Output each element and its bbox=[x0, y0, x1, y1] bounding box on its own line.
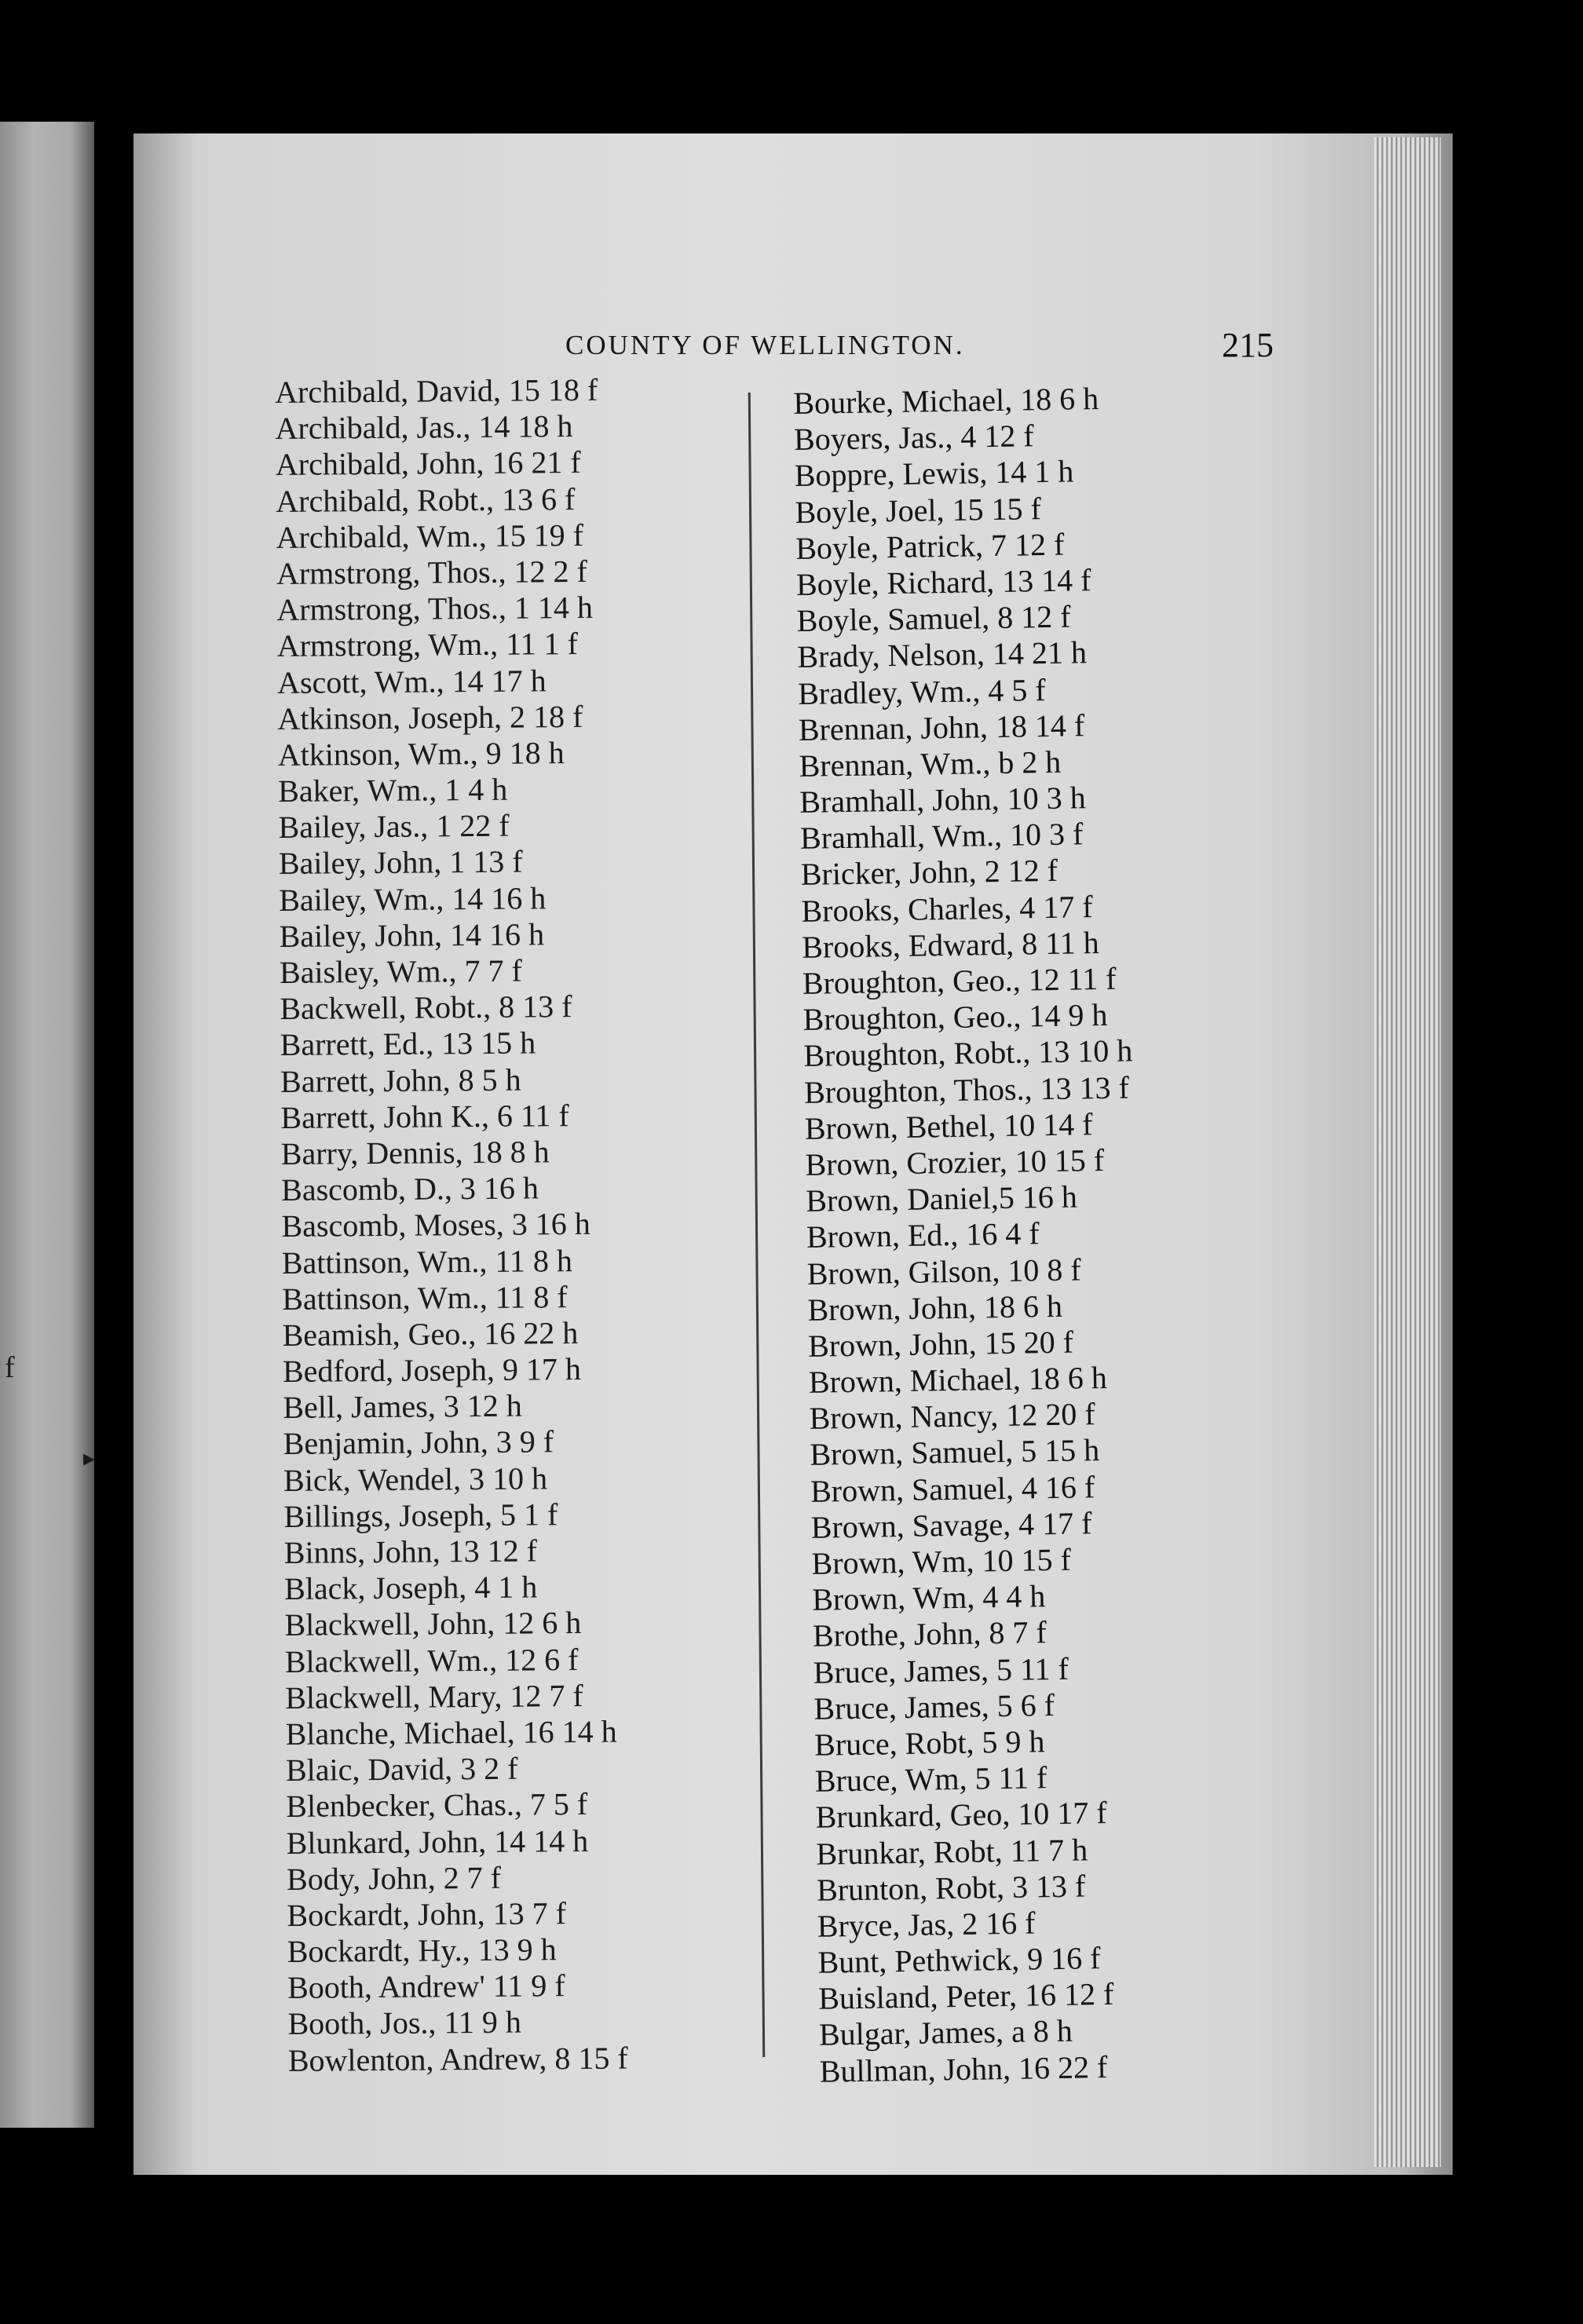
directory-entry: Bick, Wendel, 3 10 h bbox=[283, 1460, 548, 1498]
directory-entry: Brunton, Robt, 3 13 f bbox=[816, 1868, 1086, 1908]
page-header bbox=[0, 326, 1583, 377]
directory-entry: Brown, Samuel, 5 15 h bbox=[810, 1432, 1100, 1473]
directory-entry: Brooks, Edward, 8 11 h bbox=[801, 924, 1100, 965]
directory-entry: Atkinson, Joseph, 2 18 f bbox=[277, 698, 583, 736]
directory-entry: Brennan, John, 18 14 f bbox=[798, 707, 1085, 747]
directory-entry: Bryce, Jas, 2 16 f bbox=[817, 1905, 1036, 1944]
directory-entry: Boyle, Joel, 15 15 f bbox=[795, 490, 1042, 530]
directory-entry: Brown, Gilson, 10 8 f bbox=[806, 1251, 1081, 1292]
directory-entry: Brown, Nancy, 12 20 f bbox=[809, 1396, 1095, 1437]
directory-entry: Blackwell, Mary, 12 7 f bbox=[285, 1677, 583, 1716]
previous-page-edge bbox=[0, 122, 94, 2128]
directory-entry: Brown, Bethel, 10 14 f bbox=[804, 1105, 1093, 1146]
directory-entry: Binns, John, 13 12 f bbox=[283, 1533, 538, 1570]
directory-entry: Bunt, Pethwick, 9 16 f bbox=[817, 1940, 1101, 1980]
directory-entry: Buisland, Peter, 16 12 f bbox=[817, 1976, 1114, 2016]
directory-entry: Bricker, John, 2 12 f bbox=[800, 853, 1058, 893]
previous-page-fragment: ▸ bbox=[83, 1445, 96, 1471]
directory-entry: Broughton, Robt., 13 10 h bbox=[803, 1032, 1133, 1074]
directory-entry: Atkinson, Wm., 9 18 h bbox=[277, 734, 565, 773]
directory-entry: Broughton, Geo., 12 11 f bbox=[802, 960, 1117, 1001]
directory-entry: Blaic, David, 3 2 f bbox=[285, 1750, 518, 1789]
directory-entry: Brown, Wm, 10 15 f bbox=[811, 1541, 1072, 1581]
directory-entry: Brown, Ed., 16 4 f bbox=[806, 1215, 1040, 1255]
directory-entry: Bramhall, Wm., 10 3 f bbox=[799, 816, 1084, 857]
directory-entry: Bockardt, John, 13 7 f bbox=[287, 1895, 567, 1933]
directory-entry: Archibald, Jas., 14 18 h bbox=[275, 408, 573, 447]
directory-entry: Bradley, Wm., 4 5 f bbox=[797, 671, 1046, 711]
directory-entry: Brady, Nelson, 14 21 h bbox=[797, 634, 1088, 675]
directory-entry: Bascomb, Moses, 3 16 h bbox=[281, 1206, 591, 1244]
directory-entry: Barrett, Ed., 13 15 h bbox=[280, 1025, 536, 1063]
directory-entry: Brothe, John, 8 7 f bbox=[812, 1614, 1047, 1654]
directory-entry: Blunkard, John, 14 14 h bbox=[286, 1822, 589, 1861]
page-number: 215 bbox=[1222, 326, 1274, 364]
directory-entry: Ascott, Wm., 14 17 h bbox=[276, 662, 547, 700]
directory-entry: Blackwell, John, 12 6 h bbox=[284, 1605, 582, 1643]
directory-entry: Bruce, James, 5 11 f bbox=[813, 1650, 1069, 1690]
directory-entry: Archibald, John, 16 21 f bbox=[275, 444, 581, 483]
directory-entry: Brown, Samuel, 4 16 f bbox=[810, 1468, 1095, 1509]
page-stack-edges bbox=[1374, 137, 1441, 2167]
directory-entry: Brown, Wm, 4 4 h bbox=[811, 1578, 1046, 1617]
left-column bbox=[275, 372, 628, 2079]
directory-entry: Boppre, Lewis, 14 1 h bbox=[794, 453, 1074, 494]
directory-entry: Brunkard, Geo, 10 17 f bbox=[815, 1795, 1108, 1836]
directory-entry: Blackwell, Wm., 12 6 f bbox=[284, 1641, 579, 1679]
directory-entry: Broughton, Geo., 14 9 h bbox=[802, 996, 1108, 1038]
directory-entry: Barry, Dennis, 18 8 h bbox=[280, 1134, 550, 1171]
directory-entry: Bowlenton, Andrew, 8 15 f bbox=[287, 2040, 628, 2078]
directory-entry: Bruce, Robt, 5 9 h bbox=[813, 1723, 1045, 1763]
directory-entry: Bullman, John, 16 22 f bbox=[819, 2048, 1108, 2089]
directory-entry: Bruce, James, 5 6 f bbox=[813, 1686, 1055, 1727]
directory-entry: Bailey, Jas., 1 22 f bbox=[278, 807, 510, 846]
directory-entry: Bramhall, John, 10 3 h bbox=[799, 780, 1087, 820]
directory-entry: Billings, Joseph, 5 1 f bbox=[283, 1496, 558, 1534]
directory-entry: Bailey, Wm., 14 16 h bbox=[279, 879, 547, 918]
directory-entry: Brown, Daniel,5 16 h bbox=[805, 1178, 1078, 1219]
directory-entry: Baisley, Wm., 7 7 f bbox=[279, 952, 523, 990]
directory-entry: Boyle, Samuel, 8 12 f bbox=[796, 598, 1071, 639]
previous-page-fragment: f bbox=[5, 1351, 15, 1384]
directory-entry: Bulgar, James, a 8 h bbox=[818, 2013, 1073, 2053]
directory-entry: Brunkar, Robt, 11 7 h bbox=[816, 1831, 1088, 1872]
directory-entry: Brennan, Wm., b 2 h bbox=[799, 744, 1062, 784]
directory-entry: Brown, Michael, 18 6 h bbox=[808, 1359, 1108, 1400]
directory-entry: Boyle, Patrick, 7 12 f bbox=[795, 526, 1065, 566]
directory-entry: Archibald, Robt., 13 6 f bbox=[276, 481, 576, 519]
directory-entry: Barrett, John K., 6 11 f bbox=[280, 1097, 569, 1135]
directory-entry: Body, John, 2 7 f bbox=[286, 1859, 502, 1897]
directory-entry: Armstrong, Thos., 12 2 f bbox=[276, 553, 588, 591]
directory-entry: Bedford, Joseph, 9 17 h bbox=[282, 1351, 582, 1390]
directory-entry: Brooks, Charles, 4 17 f bbox=[801, 888, 1093, 929]
directory-entry: Archibald, David, 15 18 f bbox=[275, 371, 598, 410]
directory-entry: Armstrong, Wm., 11 1 f bbox=[276, 626, 579, 664]
directory-entry: Beamish, Geo., 16 22 h bbox=[282, 1314, 579, 1353]
directory-entry: Barrett, John, 8 5 h bbox=[280, 1062, 521, 1099]
directory-entry: Bascomb, D., 3 16 h bbox=[280, 1170, 539, 1208]
directory-entry: Brown, Savage, 4 17 f bbox=[810, 1505, 1092, 1545]
directory-entry: Archibald, Wm., 15 19 f bbox=[276, 517, 584, 555]
right-column bbox=[793, 380, 1149, 2089]
directory-entry: Benjamin, John, 3 9 f bbox=[283, 1423, 554, 1462]
directory-entry: Blanche, Michael, 16 14 h bbox=[285, 1713, 617, 1752]
directory-entry: Broughton, Thos., 13 13 f bbox=[803, 1069, 1130, 1110]
directory-entry: Backwell, Robt., 8 13 f bbox=[280, 988, 572, 1027]
directory-entry: Battinson, Wm., 11 8 f bbox=[282, 1278, 568, 1317]
directory-entry: Booth, Andrew' 11 9 f bbox=[287, 1968, 565, 2006]
running-head: COUNTY OF WELLINGTON. bbox=[565, 330, 965, 360]
directory-entry: Brown, Crozier, 10 15 f bbox=[805, 1142, 1105, 1182]
directory-entry: Brown, John, 18 6 h bbox=[807, 1288, 1063, 1328]
directory-entry: Black, Joseph, 4 1 h bbox=[283, 1569, 538, 1607]
directory-entry: Battinson, Wm., 11 8 h bbox=[281, 1242, 573, 1281]
directory-entry: Bourke, Michael, 18 6 h bbox=[793, 380, 1099, 421]
directory-entry: Bockardt, Hy., 13 9 h bbox=[287, 1931, 557, 1969]
directory-entry: Boyers, Jas., 4 12 f bbox=[793, 418, 1034, 458]
directory-entry: Bruce, Wm, 5 11 f bbox=[814, 1759, 1047, 1799]
directory-entry: Booth, Jos., 11 9 h bbox=[287, 2004, 522, 2042]
directory-entry: Bailey, John, 14 16 h bbox=[279, 916, 545, 954]
directory-entry: Boyle, Richard, 13 14 f bbox=[795, 562, 1091, 602]
directory-entry: Bailey, John, 1 13 f bbox=[278, 843, 523, 882]
directory-entry: Bell, James, 3 12 h bbox=[283, 1387, 522, 1426]
directory-entry: Blenbecker, Chas., 7 5 f bbox=[286, 1786, 588, 1825]
directory-entry: Baker, Wm., 1 4 h bbox=[277, 771, 508, 809]
directory-entry: Brown, John, 15 20 f bbox=[807, 1324, 1074, 1364]
directory-entry: Armstrong, Thos., 1 14 h bbox=[276, 589, 594, 628]
